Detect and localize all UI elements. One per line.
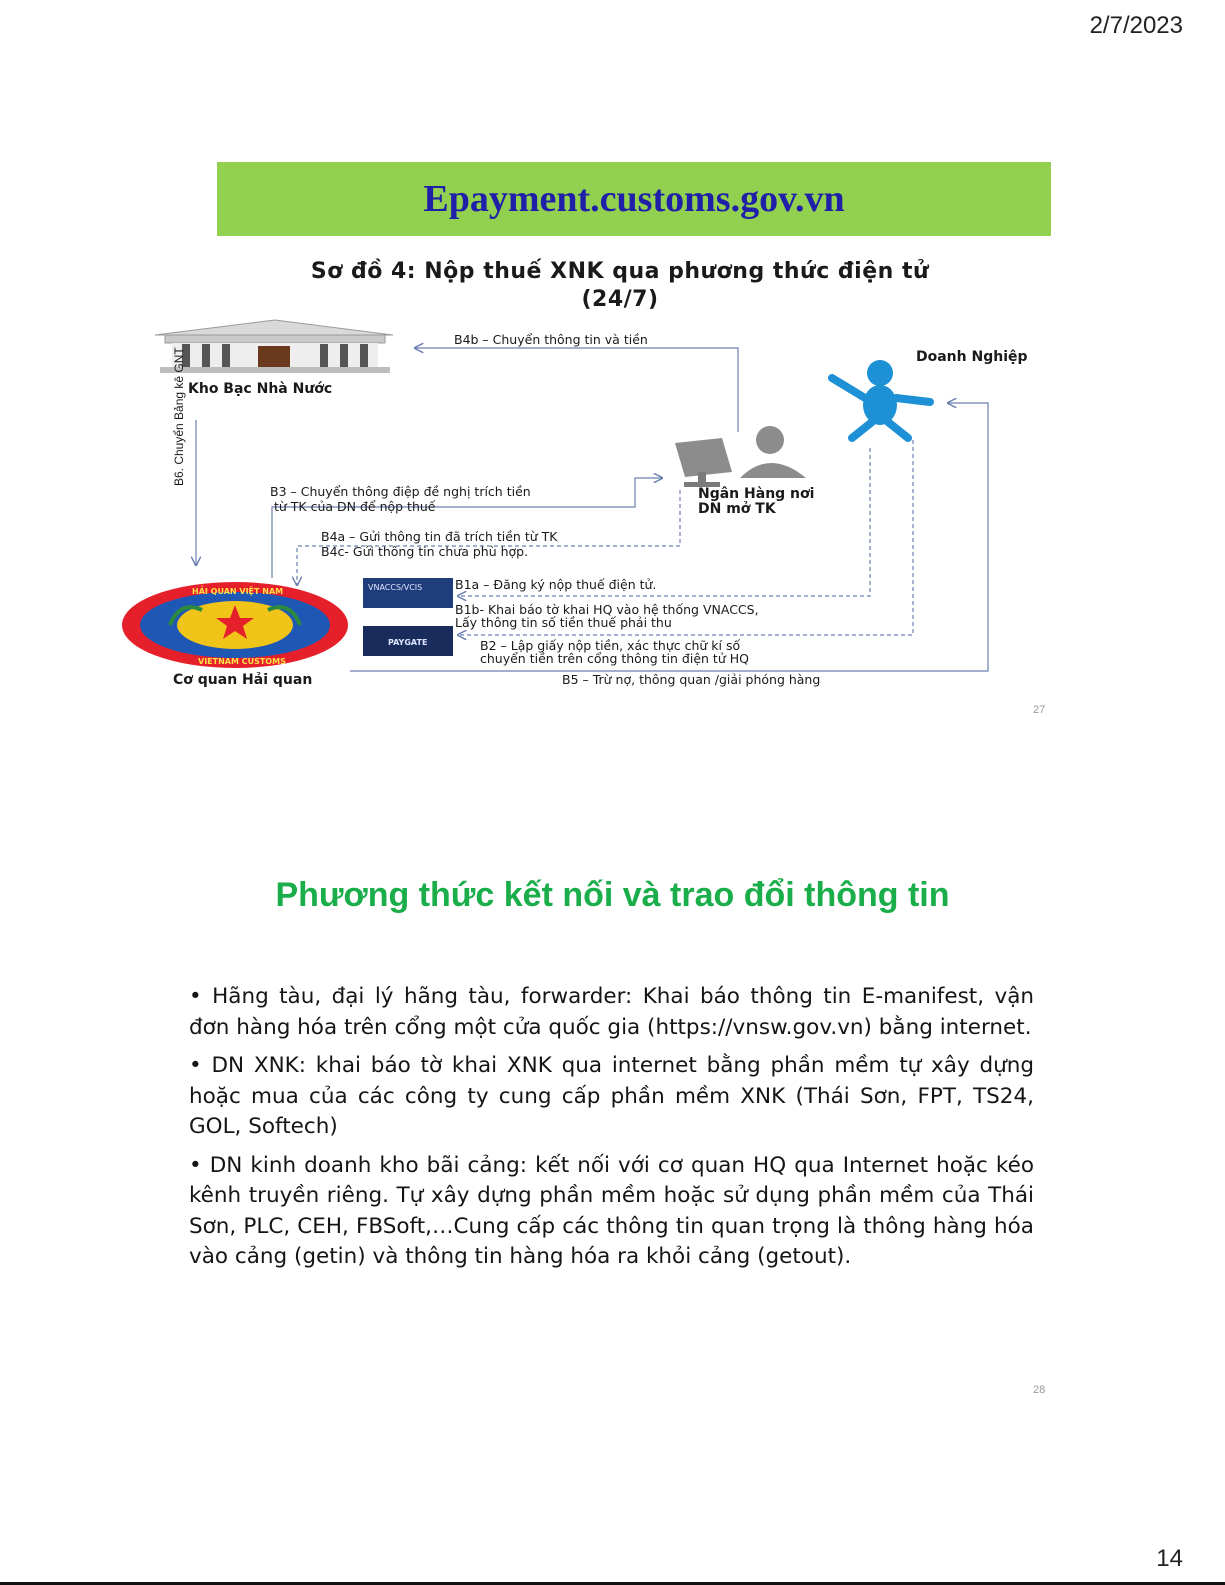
vnaccs-logo-text: VNACCS/VCIS [368,583,423,592]
enterprise-label: Doanh Nghiệp [916,349,1028,365]
slide-number-28: 28 [1033,1384,1046,1396]
step-b3-line1: B3 – Chuyển thông điệp đề nghị trích tiền [270,484,531,499]
customs-label: Cơ quan Hải quan [173,672,313,688]
step-b5: B5 – Trừ nợ, thông quan /giải phóng hàng [562,672,821,687]
banner-title: Epayment.customs.gov.vn [423,178,845,220]
bank-label-line1: Ngân Hàng nơi [698,486,815,502]
step-b2-line2: chuyển tiền trên cổng thông tin điện tử HQ [480,651,749,666]
bullet-item: • DN XNK: khai báo tờ khai XNK qua internet bằng phần mềm tự xây dựng hoặc mua của các công ty cung cấp phần mềm XNK (Thái Sơn, FPT, TS24, GOL, Softech) [189,1053,1034,1139]
paygate-logo-text: PAYGATE [388,638,428,647]
seal-bottom-text: VIETNAM CUSTOMS [198,657,286,666]
diagram-title [200,258,1040,314]
diagram-title-line1: Sơ đồ 4: Nộp thuế XNK qua phương thức điện tử [310,259,930,284]
step-b1b-line2: Lấy thông tin số tiền thuế phải thu [455,615,672,630]
bank-label-line2: DN mở TK [698,501,776,517]
step-b1a: B1a – Đăng ký nộp thuế điện tử. [455,577,657,592]
step-b6: B6. Chuyển Bảng kê GNT [172,347,186,486]
step-b4c: B4c- Gửi thông tin chưa phù hợp. [321,544,529,559]
step-b2-line1: B2 – Lập giấy nộp tiền, xác thực chữ kí số [480,638,741,653]
bullet-item: • DN kinh doanh kho bãi cảng: kết nối với cơ quan HQ qua Internet hoặc kéo kênh truyền riêng. Tự xây dựng phần mềm hoặc sử dụng phần mềm của Thái Sơn, PLC, CEH, FBSoft,…Cung cấp các thông tin quan trọng là thông hàng hóa vào cảng (getin) và thông tin hàng hóa ra khỏi cảng (getout). [189,1152,1034,1269]
bank-computer-icon [675,426,806,487]
step-b4a: B4a – Gửi thông tin đã trích tiền từ TK [321,529,558,544]
section-title: Phương thức kết nối và trao đổi thông tin [275,876,950,914]
treasury-building-icon [155,320,393,373]
banner [217,162,1051,236]
page-number: 14 [1156,1545,1183,1572]
bullet-item: • Hãng tàu, đại lý hãng tàu, forwarder: Khai báo thông tin E-manifest, vận đơn hàng hóa trên cổng một cửa quốc gia (https://vnsw.gov.vn) bằng internet. [189,984,1034,1040]
diagram-title-line2: (24/7) [581,287,659,312]
bullet-list [189,982,1034,1281]
enterprise-person-icon [832,360,930,438]
slide-number-27: 27 [1033,704,1046,716]
page-date: 2/7/2023 [1089,12,1183,39]
step-b4b: B4b – Chuyển thông tin và tiền [454,332,648,347]
payment-flow-diagram [110,310,1100,710]
step-b1b-line1: B1b- Khai báo tờ khai HQ vào hệ thống VNACCS, [455,602,759,617]
treasury-label: Kho Bạc Nhà Nước [188,381,333,397]
step-b3-line2: từ TK của DN để nộp thuế [274,499,436,514]
seal-top-text: HẢI QUAN VIỆT NAM [192,587,284,596]
